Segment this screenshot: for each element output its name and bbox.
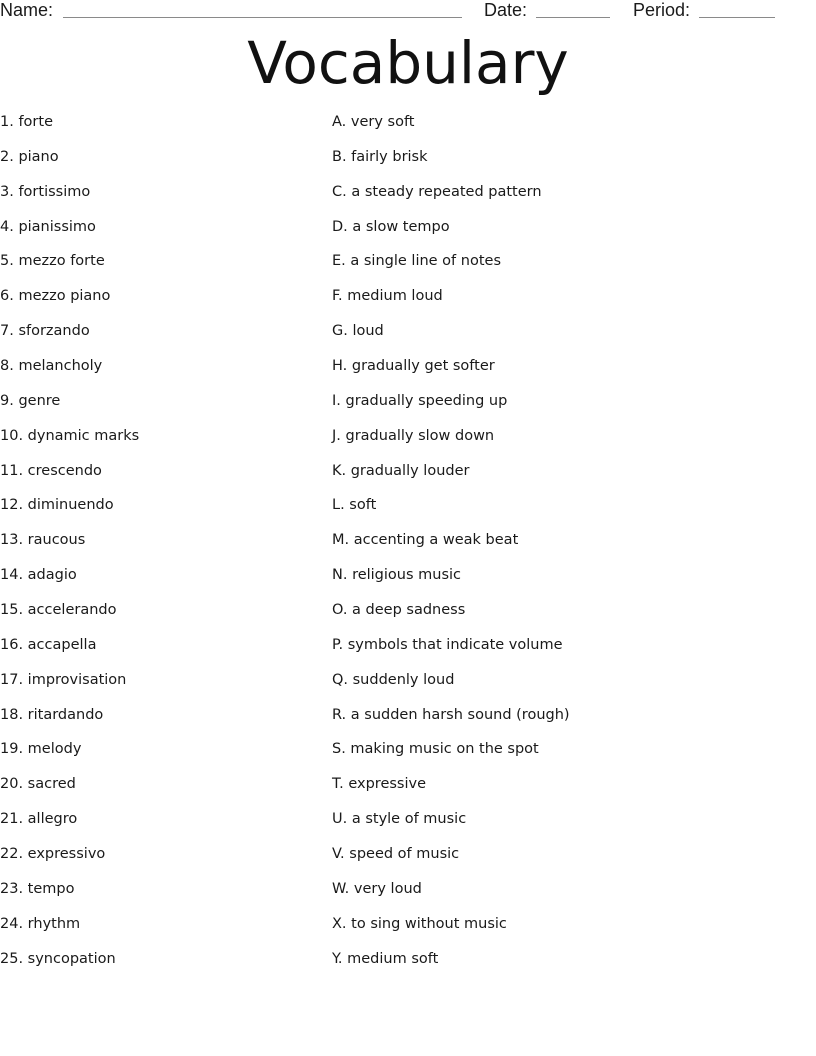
definition-item: Y. medium soft xyxy=(332,950,439,967)
term-item: 14. adagio xyxy=(0,567,77,584)
name-blank[interactable] xyxy=(63,17,462,18)
definition-item: Q. suddenly loud xyxy=(332,671,455,688)
term-item: 12. diminuendo xyxy=(0,497,114,514)
definition-item: W. very loud xyxy=(332,880,422,897)
definitions-list xyxy=(332,110,570,981)
definition-item: S. making music on the spot xyxy=(332,741,539,758)
definition-item: J. gradually slow down xyxy=(332,427,495,444)
definition-item: L. soft xyxy=(332,497,377,514)
term-item: 11. crescendo xyxy=(0,462,102,479)
page-title: Vocabulary xyxy=(247,29,569,97)
period-label: Period: xyxy=(633,0,691,20)
definition-item: E. a single line of notes xyxy=(332,253,501,270)
definition-item: R. a sudden harsh sound (rough) xyxy=(332,706,570,723)
definition-item: G. loud xyxy=(332,323,384,340)
definition-item: O. a deep sadness xyxy=(332,602,466,619)
term-item: 9. genre xyxy=(0,392,61,409)
term-item: 1. forte xyxy=(0,114,53,130)
term-item: 22. expressivo xyxy=(0,846,106,863)
definition-item: A. very soft xyxy=(332,114,415,130)
definition-item: N. religious music xyxy=(332,567,462,584)
definition-item: B. fairly brisk xyxy=(332,148,428,165)
name-label: Name: xyxy=(0,0,54,20)
period-blank[interactable] xyxy=(699,17,775,18)
term-item: 6. mezzo piano xyxy=(0,288,111,305)
term-item: 4. pianissimo xyxy=(0,218,96,235)
definition-item: I. gradually speeding up xyxy=(332,392,508,409)
term-item: 18. ritardando xyxy=(0,706,104,723)
term-item: 3. fortissimo xyxy=(0,183,91,200)
definition-item: U. a style of music xyxy=(332,811,467,828)
term-item: 15. accelerando xyxy=(0,602,117,619)
definition-item: V. speed of music xyxy=(332,846,460,863)
definition-item: D. a slow tempo xyxy=(332,218,450,235)
definition-item: H. gradually get softer xyxy=(332,358,495,375)
term-item: 7. sforzando xyxy=(0,323,90,340)
definition-item: T. expressive xyxy=(332,776,427,793)
term-item: 20. sacred xyxy=(0,776,76,793)
term-item: 25. syncopation xyxy=(0,950,116,967)
definition-item: P. symbols that indicate volume xyxy=(332,636,563,653)
definition-item: K. gradually louder xyxy=(332,462,470,479)
term-item: 5. mezzo forte xyxy=(0,253,105,270)
term-item: 24. rhythm xyxy=(0,915,81,932)
term-item: 13. raucous xyxy=(0,532,86,549)
definition-item: F. medium loud xyxy=(332,288,443,305)
date-label: Date: xyxy=(484,0,528,20)
term-item: 8. melancholy xyxy=(0,358,103,375)
term-item: 2. piano xyxy=(0,148,59,165)
term-item: 10. dynamic marks xyxy=(0,427,140,444)
term-item: 21. allegro xyxy=(0,811,78,828)
definition-item: X. to sing without music xyxy=(332,915,507,932)
terms-list xyxy=(0,110,139,981)
term-item: 19. melody xyxy=(0,741,82,758)
term-item: 16. accapella xyxy=(0,636,97,653)
student-info-header xyxy=(0,0,816,22)
definition-item: C. a steady repeated pattern xyxy=(332,183,542,200)
date-blank[interactable] xyxy=(536,17,610,18)
term-item: 17. improvisation xyxy=(0,671,127,688)
definition-item: M. accenting a weak beat xyxy=(332,532,519,549)
term-item: 23. tempo xyxy=(0,880,75,897)
